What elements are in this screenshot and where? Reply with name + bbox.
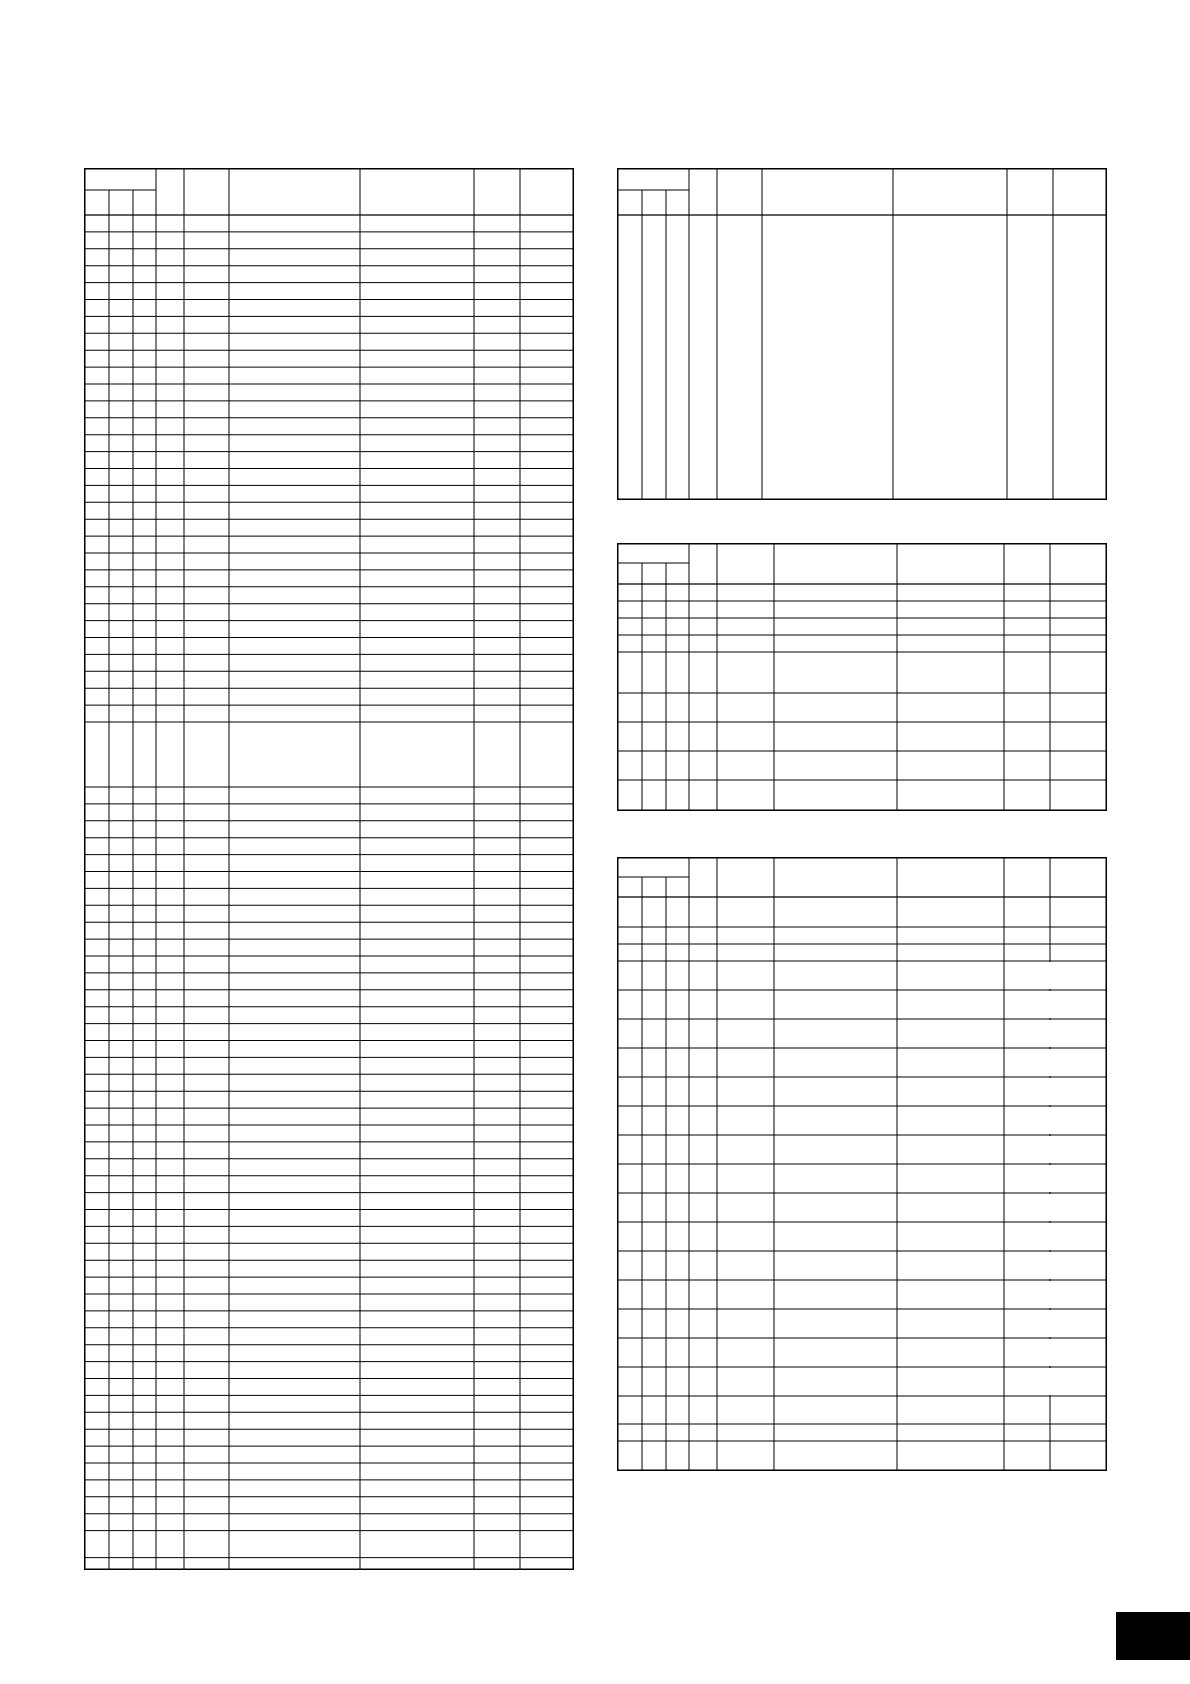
table-right-middle-grid [617, 543, 1107, 811]
table-right-bottom-merged-cell [1048, 1310, 1052, 1337]
table-right-bottom-merged-cell [1048, 1368, 1052, 1395]
table-right-bottom-merged-cell [1048, 1078, 1052, 1105]
table-right-bottom-merged-cell [1048, 1136, 1052, 1163]
table-right-bottom-merged-cell [1048, 1252, 1052, 1279]
table-right-top-grid [617, 168, 1107, 500]
table-left [84, 168, 574, 1570]
table-right-bottom-merged-cell [1048, 1020, 1052, 1047]
table-right-bottom-merged-cell [1048, 1165, 1052, 1192]
table-right-top [617, 168, 1107, 500]
table-right-top-outline [618, 169, 1107, 500]
table-right-bottom-merged-cell [1048, 1049, 1052, 1076]
table-right-bottom-merged-cell [1048, 1107, 1052, 1134]
table-right-bottom-merged-cell [1048, 1223, 1052, 1250]
table-right-bottom-grid [617, 857, 1107, 1471]
table-right-bottom-merged-cell [1048, 1339, 1052, 1366]
table-right-bottom-merged-cell [1048, 962, 1052, 989]
table-left-outline [85, 169, 574, 1570]
table-right-bottom-merged-cell [1048, 991, 1052, 1018]
table-right-bottom [617, 857, 1107, 1471]
table-right-middle [617, 543, 1107, 811]
page-tab [1116, 1612, 1190, 1660]
table-right-bottom-merged-cell [1048, 1281, 1052, 1308]
table-right-bottom-merged-cell [1048, 1194, 1052, 1221]
table-left-grid [84, 168, 574, 1570]
